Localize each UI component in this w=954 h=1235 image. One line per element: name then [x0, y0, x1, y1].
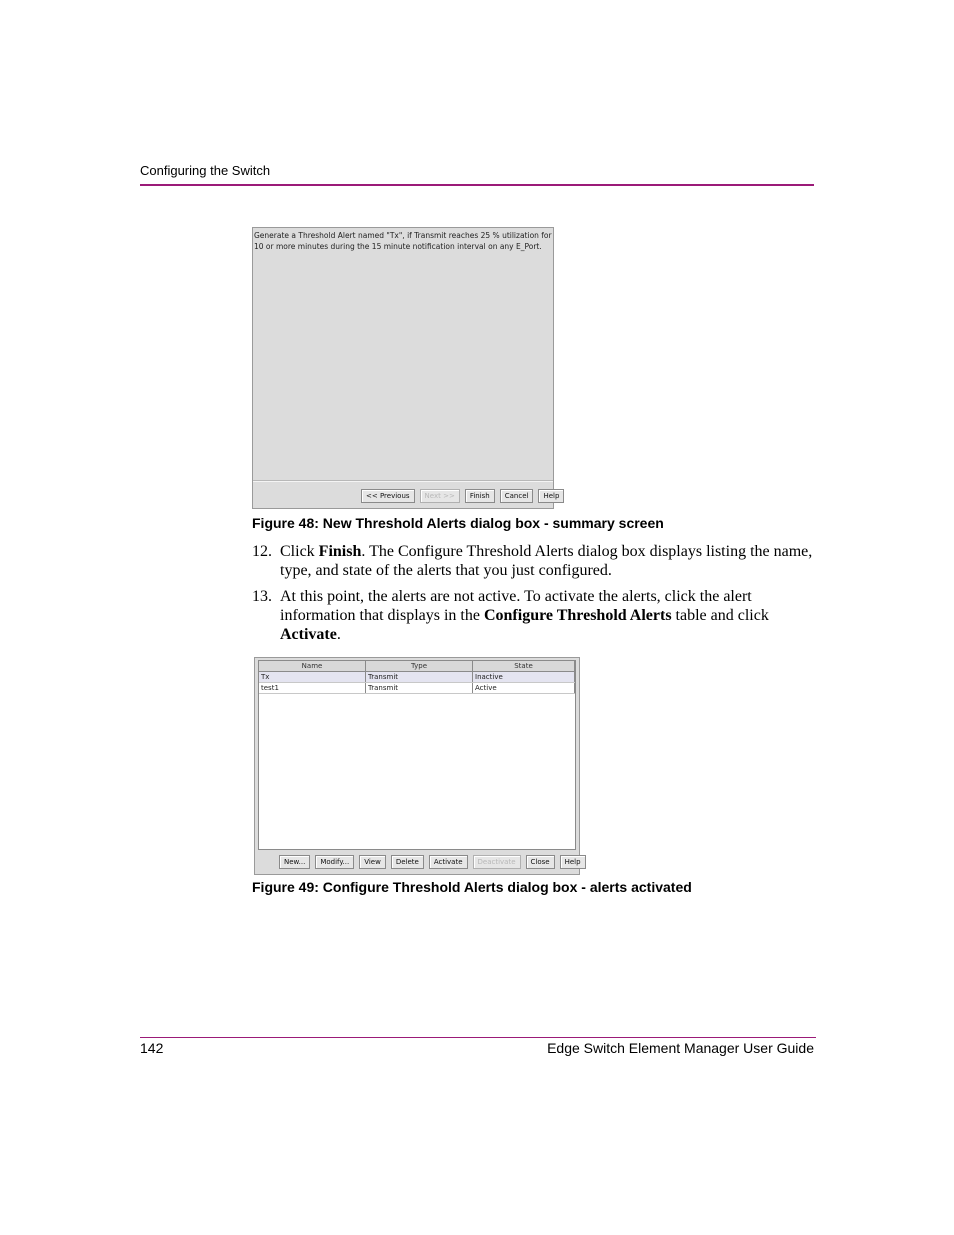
- new-button[interactable]: New...: [279, 855, 310, 869]
- configure-threshold-alerts-dialog: [254, 657, 580, 875]
- step-text: . The Configure Threshold Alerts dialog box displays listing the name, type, and state of the alerts that you just configured.: [280, 543, 813, 579]
- step-text: At this point, the alerts are not active. To activate the alerts, click the alert information that displays in the: [280, 588, 752, 624]
- book-title: Edge Switch Element Manager User Guide: [547, 1040, 814, 1056]
- view-button[interactable]: View: [359, 855, 386, 869]
- activate-button[interactable]: Activate: [429, 855, 468, 869]
- cell-state: Active: [473, 683, 575, 693]
- alerts-table: [258, 660, 576, 850]
- next-button[interactable]: Next >>: [420, 489, 460, 503]
- table-row[interactable]: [259, 672, 575, 683]
- cell-name: test1: [259, 683, 366, 693]
- step-bold-finish: Finish: [318, 543, 362, 560]
- new-threshold-alerts-dialog: [252, 227, 560, 509]
- step-number: 12.: [252, 543, 272, 560]
- figure-49-caption: Figure 49: Configure Threshold Alerts dialog box - alerts activated: [252, 879, 692, 895]
- column-header-state[interactable]: State: [473, 661, 575, 671]
- step-body: [280, 587, 814, 644]
- cell-state: Inactive: [473, 672, 575, 682]
- header-rule: [140, 184, 814, 186]
- step-text: table and click: [671, 607, 769, 624]
- column-header-name[interactable]: Name: [259, 661, 366, 671]
- dialog-separator: [253, 480, 553, 482]
- cancel-button[interactable]: Cancel: [500, 489, 534, 503]
- step-number: 13.: [252, 588, 272, 605]
- step-bold-configure: Configure Threshold Alerts: [483, 607, 672, 624]
- deactivate-button[interactable]: Deactivate: [473, 855, 521, 869]
- running-header: Configuring the Switch: [140, 163, 271, 178]
- step-text: Click: [280, 543, 319, 560]
- cell-type: Transmit: [366, 683, 473, 693]
- cell-type: Transmit: [366, 672, 473, 682]
- close-button[interactable]: Close: [526, 855, 555, 869]
- page-number: 142: [140, 1040, 164, 1056]
- delete-button[interactable]: Delete: [391, 855, 424, 869]
- summary-text: Generate a Threshold Alert named "Tx", if Transmit reaches 25 % utilization for 10 or more minutes during the 15 minute notification interval on any E_Port.: [254, 231, 552, 251]
- help-button[interactable]: Help: [560, 855, 586, 869]
- step-text: .: [336, 626, 341, 643]
- column-header-type[interactable]: Type: [366, 661, 473, 671]
- step-bold-activate: Activate: [280, 626, 337, 643]
- finish-button[interactable]: Finish: [465, 489, 495, 503]
- cell-name: Tx: [259, 672, 366, 682]
- previous-button[interactable]: << Previous: [361, 489, 415, 503]
- modify-button[interactable]: Modify...: [315, 855, 354, 869]
- table-row[interactable]: [259, 683, 575, 694]
- wizard-button-row: [361, 489, 564, 503]
- step-body: [280, 542, 814, 580]
- figure-48-caption: Figure 48: New Threshold Alerts dialog box - summary screen: [252, 515, 664, 531]
- footer-rule: [140, 1037, 816, 1038]
- table-header: [259, 661, 575, 672]
- help-button[interactable]: Help: [538, 489, 564, 503]
- alerts-button-row: [279, 855, 586, 869]
